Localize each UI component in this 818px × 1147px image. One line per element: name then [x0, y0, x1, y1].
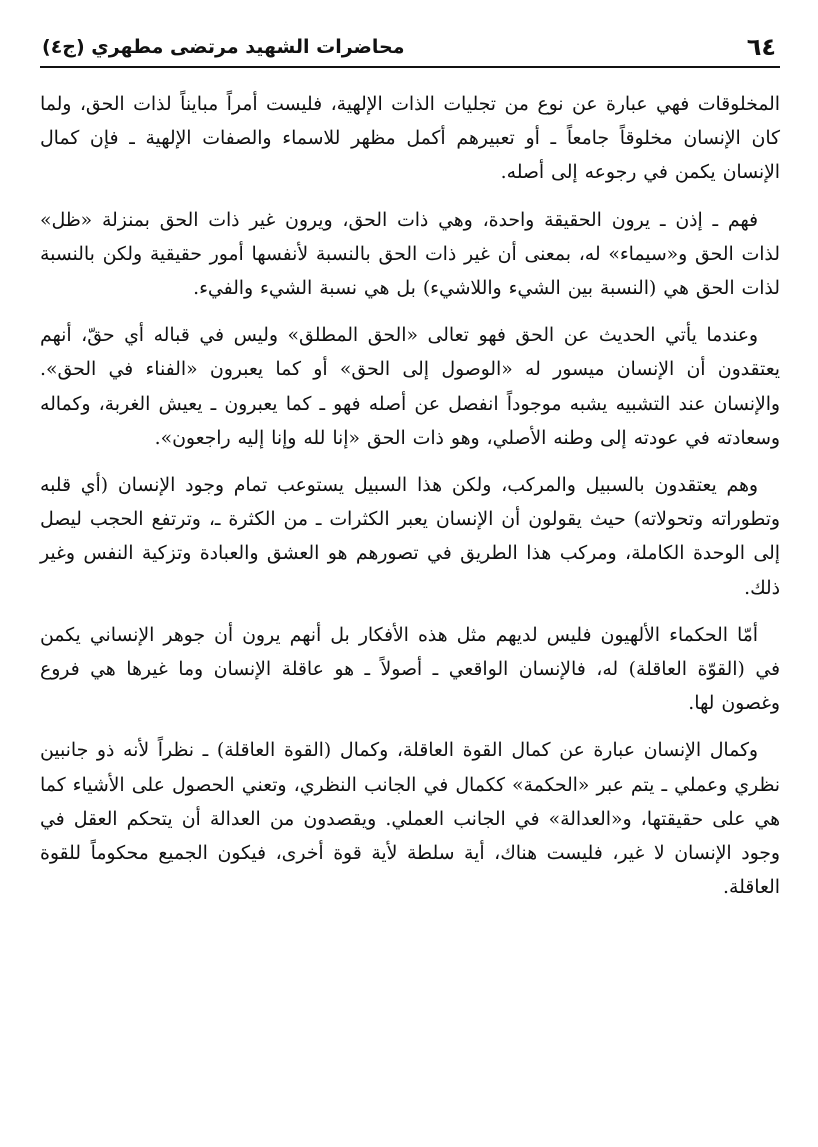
header-title: محاضرات الشهيد مرتضى مطهري (ج٤) — [42, 36, 405, 58]
running-header — [40, 24, 780, 62]
book-page — [40, 24, 780, 1124]
paragraph: وكمال الإنسان عبارة عن كمال القوة العاقلة، وكمال (القوة العاقلة) ـ نظراً لأنه ذو جانبين نظري وعملي ـ يتم عبر «الحكمة» ككمال في الجانب النظري، وتعني الحصول على الأشياء كما هي على حقيقتها، و«العدالة» في الجانب العملي. ويقصدون من العدالة أن يتحكم العقل في وجود الإنسان لا غير، فليست هناك، أية سلطة لأية قوة أخرى، فيكون الجميع محكوماً للقوة العاقلة. — [40, 740, 780, 899]
body-text — [40, 68, 780, 905]
paragraph: المخلوقات فهي عبارة عن نوع من تجليات الذات الإلهية، فليست أمراً مبايناً لذات الحق، ولما كان الإنسان مخلوقاً جامعاً ـ أو تعبيرهم أكمل مظهر للاسماء والصفات الإلهية ـ فإن كمال الإنسان يكمن في رجوعه إلى أصله. — [40, 94, 780, 184]
paragraph: أمّا الحكماء الألهيون فليس لديهم مثل هذه الأفكار بل أنهم يرون أن جوهر الإنساني يكمن في (القوّة العاقلة) له، فالإنسان الواقعي ـ أصولاً ـ هو عاقلة الإنسان وما غيرها هي فروع وغصون لها. — [40, 624, 780, 715]
paragraph: وعندما يأتي الحديث عن الحق فهو تعالى «الحق المطلق» وليس في قباله أي حقّ، أنهم يعتقدون أن الإنسان ميسور له «الوصول إلى الحق» أو كما يعبرون «الفناء في الحق». والإنسان عند التشبيه يشبه موجوداً انفصل عن أصله فهو ـ كما يعبرون ـ يعيش الغربة، وكماله وسعادته في عودته إلى وطنه الأصلي، وهو ذات الحق «إنا لله وإنا إليه راجعون». — [40, 325, 780, 449]
paragraph: وهم يعتقدون بالسبيل والمركب، ولكن هذا السبيل يستوعب تمام وجود الإنسان (أي قلبه وتطوراته وتحولاته) حيث يقولون أن الإنسان يعبر الكثرات ـ من الكثرة ـ، وترتفع الحجب ليصل إلى الوحدة الكاملة، ومركب هذا الطريق في تصورهم هو العشق والعبادة وتزكية النفس وغير ذلك. — [40, 475, 780, 599]
page-number: ٦٤ — [746, 33, 776, 61]
paragraph: فهم ـ إذن ـ يرون الحقيقة واحدة، وهي ذات الحق، ويرون غير ذات الحق بمنزلة «ظل» لذات الحق و«سيماء» له، بمعنى أن غير ذات الحق بالنسبة لأنفسها أمور حقيقية ولكن بالنسبة لذات الحق هي (النسبة بين الشيء واللاشيء) بل هي نسبة الشيء والفيء. — [40, 209, 780, 300]
